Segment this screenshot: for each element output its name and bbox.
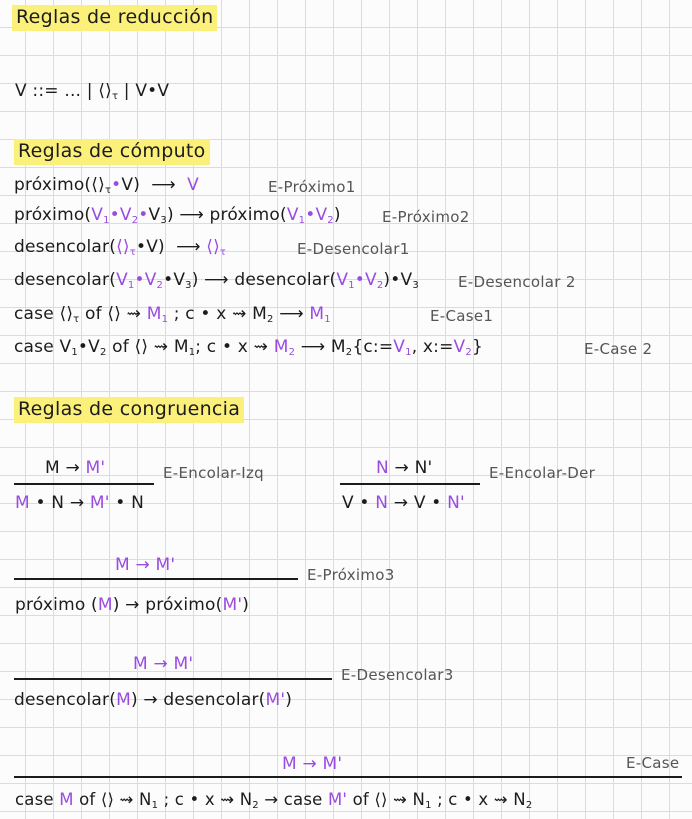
premise: M → M': [45, 458, 106, 478]
heading-reglas-reduccion: Reglas de reducción: [12, 6, 217, 28]
conclusion: M • N → M' • N: [15, 493, 144, 513]
conclusion: case M of ⟨⟩ ⇝ $N_1$ ; c • x ⇝ $N_2$ → case M' of ⟨⟩ ⇝ $N_1$ ; c • x ⇝ $N_2$: [15, 790, 533, 811]
conclusion: desencolar(M) → desencolar(M'): [14, 690, 293, 710]
rule-label: E-Próximo3: [307, 566, 395, 584]
rule-label: E-Desencolar3: [341, 666, 454, 684]
rule-label: E-Desencolar 2: [458, 273, 576, 291]
inference-line: [340, 483, 480, 485]
rule-label: E-Próximo1: [268, 178, 356, 196]
rule-label: E-Case: [626, 754, 680, 772]
premise: N → N': [376, 458, 433, 478]
rule-label: E-Encolar-Der: [489, 464, 596, 482]
heading-reglas-congruencia: Reglas de congruencia: [14, 398, 244, 420]
rule-label: E-Case1: [430, 307, 494, 325]
rule-label: E-Próximo2: [382, 208, 470, 226]
inference-line: [14, 483, 154, 485]
computo-rule-4: $desencolar(V_1•V_2•V_3)$ ⟶ $desencolar(V_1•V_2)•V_3$: [14, 270, 419, 291]
rule-label: E-Encolar-Izq: [163, 464, 264, 482]
rule-label: E-Desencolar1: [297, 240, 410, 258]
conclusion: próximo (M) → próximo(M'): [15, 595, 250, 615]
computo-rule-6: case $V_1•V_2$ of ⟨⟩ ⇝ $M_1$; c • x ⇝ $M_2$ ⟶ $M_2\{c:=V_1$, $x:=V_2$}: [14, 337, 483, 358]
grammar-line: V ::= ... | $⟨⟩_\tau$ | V•V: [15, 81, 170, 102]
inference-line: [14, 578, 298, 580]
conclusion: V • N → V • N': [342, 493, 465, 513]
inference-line: [14, 776, 682, 778]
computo-rule-3: $desencolar(⟨⟩_\tau•V)$ ⟶ $⟨⟩_\tau$: [14, 237, 227, 258]
computo-rule-2: $próximo(V_1•V_2•V_3)$ ⟶ $próximo(V_1•V_2)$: [14, 205, 341, 226]
computo-rule-1: $próximo(⟨⟩_\tau•V)$ ⟶ V: [14, 175, 199, 196]
rule-label: E-Case 2: [584, 340, 653, 358]
premise: M → M': [133, 654, 194, 674]
computo-rule-5: case $⟨⟩_\tau$ of ⟨⟩ ⇝ $M_1$ ; c • x ⇝ $M_2$ ⟶ $M_1$: [14, 304, 331, 325]
premise: M → M': [115, 555, 176, 575]
premise: M → M': [282, 754, 343, 774]
heading-reglas-computo: Reglas de cómputo: [14, 140, 210, 162]
inference-line: [14, 678, 332, 680]
